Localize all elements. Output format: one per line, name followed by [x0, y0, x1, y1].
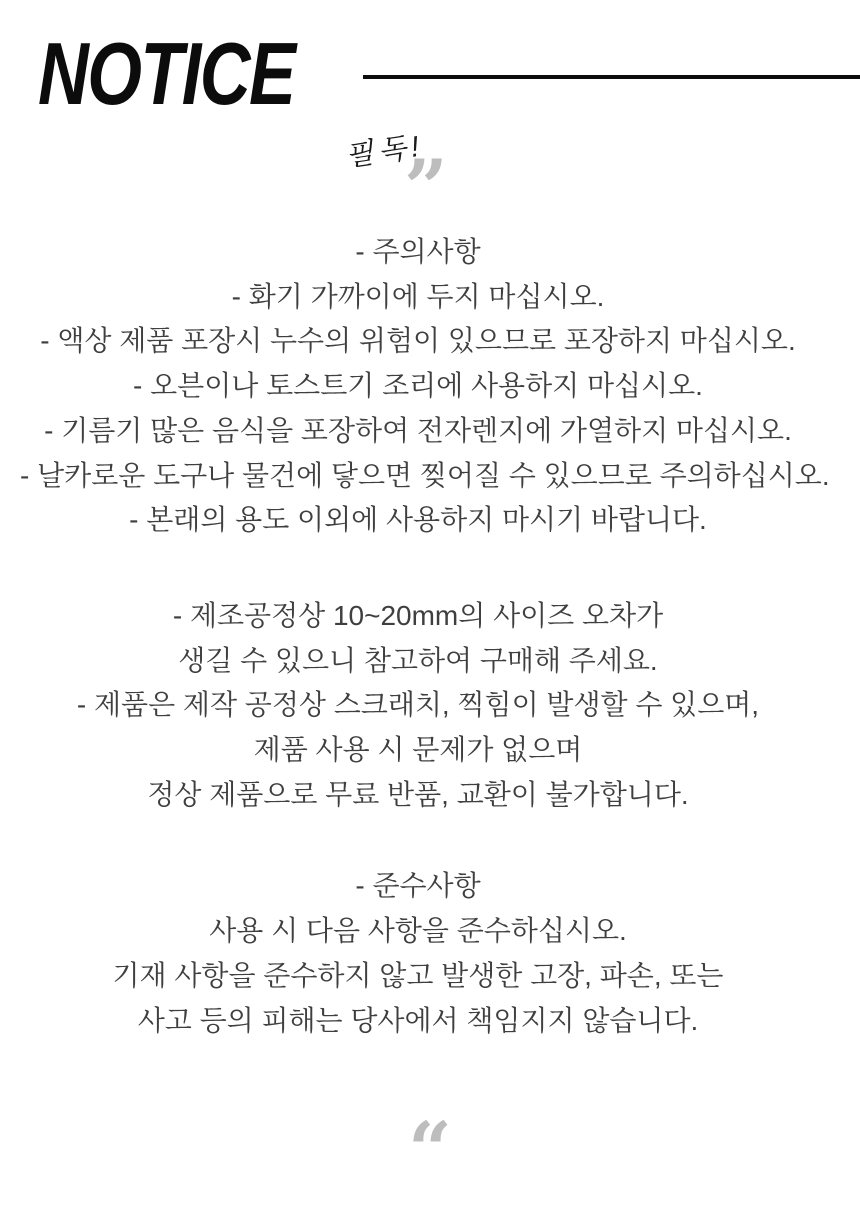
- notice-line: 생길 수 있으니 참고하여 구매해 주세요.: [178, 644, 658, 676]
- notice-line: 사고 등의 피해는 당사에서 책임지지 않습니다.: [137, 1004, 699, 1036]
- notice-line: - 오븐이나 토스트기 조리에 사용하지 마십시오.: [133, 370, 703, 402]
- notice-line: 정상 제품으로 무료 반품, 교환이 불가합니다.: [147, 778, 689, 810]
- notice-line: - 준수사항: [355, 870, 481, 902]
- notice-line: - 액상 제품 포장시 누수의 위험이 있으므로 포장하지 마십시오.: [40, 325, 796, 357]
- notice-line: 기재 사항을 준수하지 않고 발생한 고장, 파손, 또는: [112, 959, 724, 991]
- notice-line: - 본래의 용도 이외에 사용하지 마시기 바랍니다.: [129, 504, 707, 536]
- notice-line: - 제품은 제작 공정상 스크래치, 찍힘이 발생할 수 있으며,: [76, 689, 760, 721]
- notice-line: - 제조공정상 10~20mm의 사이즈 오차가: [172, 599, 664, 631]
- notice-line: - 날카로운 도구나 물건에 닿으면 찢어질 수 있으므로 주의하십시오.: [20, 459, 830, 491]
- notice-line: - 화기 가까이에 두지 마십시오.: [231, 280, 605, 312]
- title-divider-line: [363, 75, 860, 79]
- close-quote-icon: ”: [404, 143, 448, 232]
- open-quote-icon: “: [408, 1105, 452, 1194]
- notice-section-sizing-and-returns: [20, 594, 816, 818]
- must-read-note: 필독!: [343, 130, 427, 174]
- notice-body: [20, 230, 830, 1043]
- notice-section-cautions: [20, 230, 830, 543]
- notice-line: 제품 사용 시 문제가 없으며: [253, 734, 583, 766]
- notice-line: 사용 시 다음 사항을 준수하십시오.: [209, 915, 627, 947]
- notice-line: - 주의사항: [355, 236, 481, 267]
- page-title: NOTICE: [38, 24, 295, 123]
- notice-line: - 기름기 많은 음식을 포장하여 전자렌지에 가열하지 마십시오.: [44, 414, 792, 446]
- notice-section-compliance: [20, 864, 816, 1043]
